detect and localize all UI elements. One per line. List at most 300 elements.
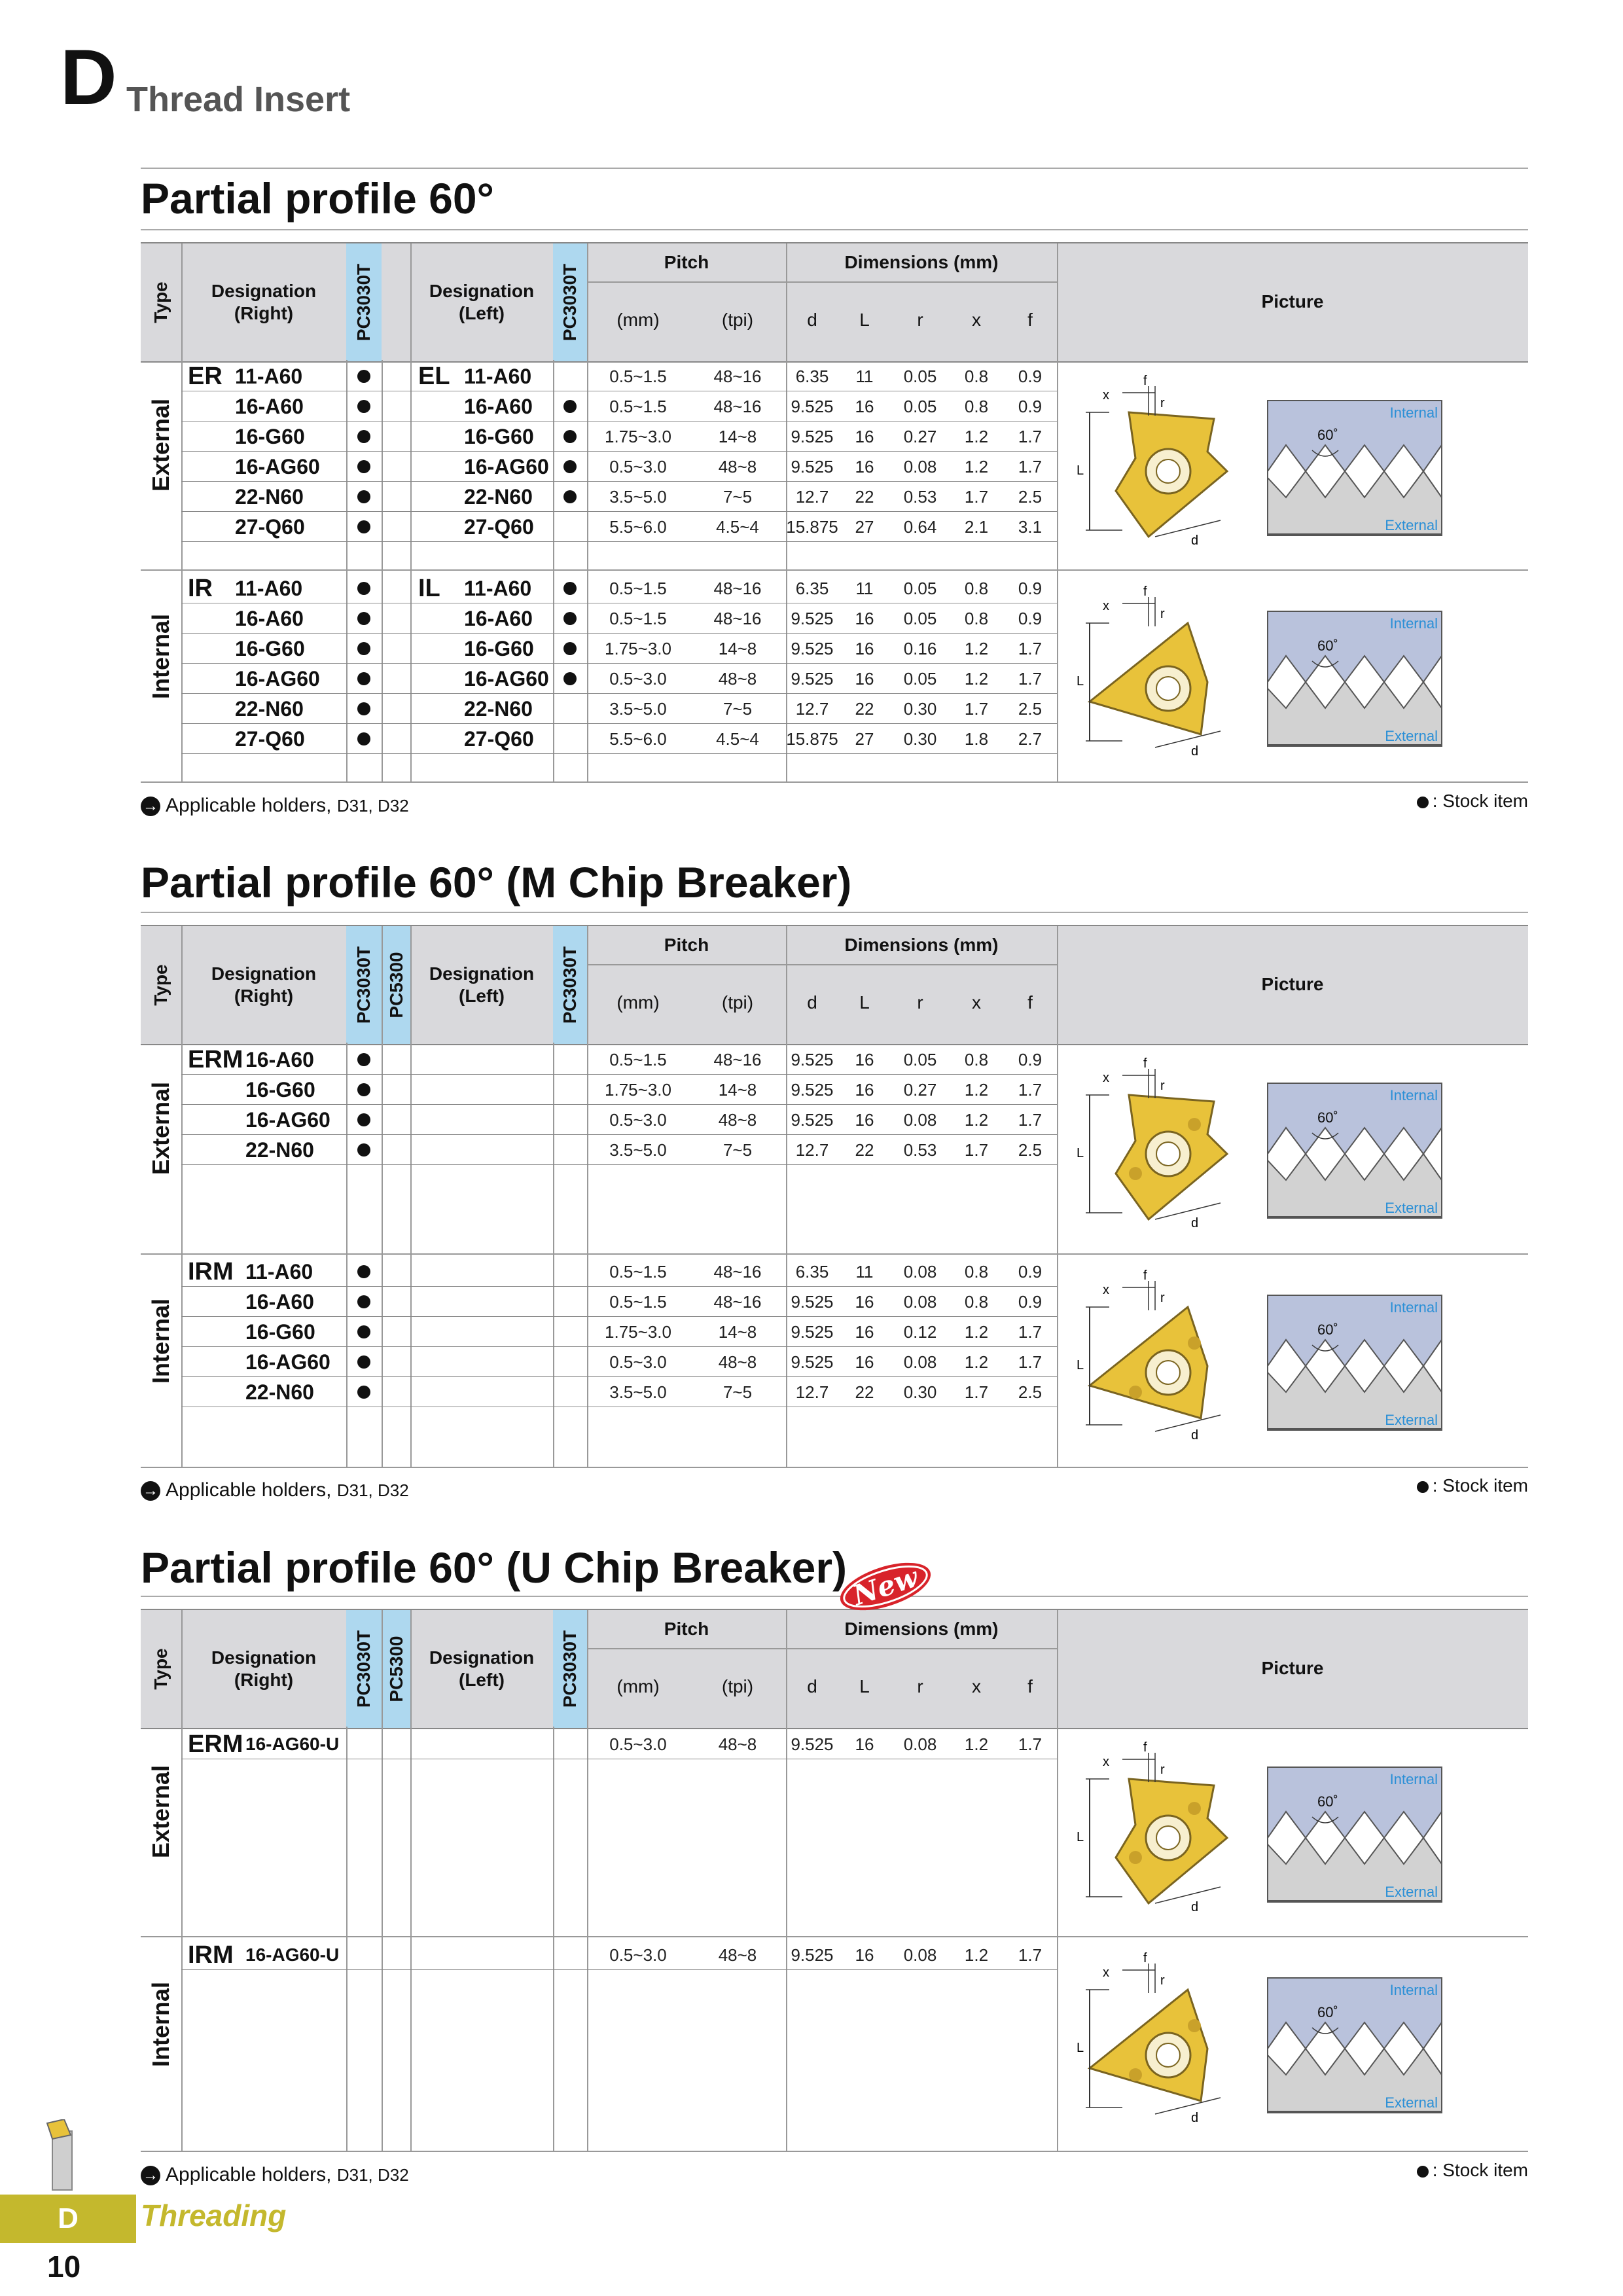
designation-left: 22-N60	[464, 697, 533, 721]
cell-mm: 0.5~3.0	[609, 457, 667, 476]
insert-picture	[1077, 584, 1522, 775]
table-row	[141, 1075, 1057, 1105]
section-rule	[141, 229, 1528, 230]
cell-L: 16	[855, 1110, 874, 1130]
designation-left-header	[410, 1647, 553, 1691]
external-label: External	[1385, 728, 1438, 744]
designation-right: 16-G60	[235, 637, 305, 660]
cell-mm: 0.5~3.0	[609, 1945, 667, 1965]
cell-mm: 1.75~3.0	[605, 1080, 671, 1100]
column-divider	[587, 1727, 588, 2151]
cell-d: 9.525	[791, 1352, 834, 1372]
dim-label-L: L	[1077, 2041, 1084, 2055]
cell-x: 1.7	[964, 487, 989, 507]
grade-label: PC3030T	[560, 946, 580, 1024]
cell-d: 15.875	[786, 729, 838, 749]
cell-L: 16	[855, 1080, 874, 1100]
designation-left: 11-A60	[464, 577, 532, 600]
grade-header-left-pc3030t	[553, 243, 587, 361]
stock-item-dot	[357, 1265, 370, 1278]
cell-f: 3.1	[1018, 517, 1043, 537]
spacer	[332, 2164, 337, 2185]
header-divider	[587, 281, 1057, 283]
column-header-pitch_tpi: (tpi)	[721, 1676, 754, 1696]
cell-f: 2.7	[1018, 729, 1043, 749]
spacer	[332, 795, 337, 816]
stock-item-dot	[1417, 797, 1429, 808]
dim-label-d: d	[1191, 1428, 1199, 1443]
column-header-x: x	[972, 992, 981, 1013]
external-insert-drawing	[1077, 1740, 1253, 1916]
cell-d: 6.35	[795, 1262, 829, 1282]
type-header: Type	[151, 1648, 171, 1690]
cell-f: 2.5	[1018, 487, 1043, 507]
table-row	[141, 664, 1057, 694]
designation-left: 27-Q60	[464, 727, 534, 751]
cell-tpi: 48~16	[713, 1262, 762, 1282]
cell-tpi: 7~5	[722, 1382, 753, 1402]
designation-left: 16-A60	[464, 395, 533, 418]
stock-item-dot	[357, 1295, 370, 1308]
stock-item-dot	[563, 460, 577, 473]
column-divider	[786, 1727, 787, 2151]
cell-x: 1.7	[964, 1382, 989, 1402]
column-header-pitch_tpi: (tpi)	[721, 992, 754, 1013]
cell-d: 12.7	[795, 1140, 829, 1160]
designation-side: (Right)	[234, 303, 294, 323]
table-header	[141, 1609, 1528, 1729]
chapter-letter: D	[60, 33, 115, 121]
cell-f: 0.9	[1018, 1292, 1043, 1312]
cell-L: 11	[855, 1262, 874, 1282]
designation-right-header	[181, 280, 346, 325]
cell-r: 0.30	[903, 729, 937, 749]
designation-right: 16-A60	[245, 1290, 314, 1314]
grade-label: PC5300	[386, 952, 406, 1018]
stock-item-dot	[357, 1053, 370, 1066]
cell-f: 0.9	[1018, 397, 1043, 416]
column-header-L: L	[859, 992, 870, 1013]
cell-d: 9.525	[791, 1080, 834, 1100]
cell-r: 0.30	[903, 1382, 937, 1402]
column-header-x: x	[972, 1676, 981, 1696]
designation-left: 11-A60	[464, 365, 532, 388]
angle-label: 60˚	[1317, 1793, 1338, 1810]
picture-header: Picture	[1261, 974, 1324, 994]
internal-label: Internal	[1389, 404, 1438, 421]
stock-item-dot	[357, 1143, 370, 1157]
stock-item-dot	[357, 520, 370, 533]
table-row	[141, 422, 1057, 452]
grade-header-pc5300	[383, 926, 410, 1044]
column-header-pitch_tpi: (tpi)	[721, 310, 754, 330]
stock-item-dot	[357, 1386, 370, 1399]
grade-label: PC3030T	[560, 263, 580, 342]
table-row	[141, 1105, 1057, 1135]
designation-left-header	[410, 963, 553, 1007]
insert-picture	[1077, 1268, 1522, 1460]
internal-insert-drawing	[1077, 1268, 1253, 1444]
angle-label: 60˚	[1317, 2004, 1338, 2020]
cell-mm: 5.5~6.0	[609, 517, 667, 537]
cell-mm: 0.5~1.5	[609, 1050, 667, 1069]
cell-L: 16	[855, 1322, 874, 1342]
cell-d: 9.525	[791, 457, 834, 476]
designation-prefix-right: ER	[188, 363, 223, 390]
cell-x: 0.8	[964, 579, 989, 598]
thread-profile-drawing	[1266, 1082, 1443, 1219]
column-divider	[346, 1727, 348, 2151]
column-header-pitch_mm: (mm)	[616, 310, 660, 330]
designation-right-header	[181, 1647, 346, 1691]
table-row	[141, 1287, 1057, 1317]
grade-header-pc3030t	[346, 243, 382, 361]
cell-L: 16	[855, 1292, 874, 1312]
cell-mm: 0.5~1.5	[609, 1262, 667, 1282]
pitch-header: Pitch	[664, 252, 709, 272]
cell-tpi: 48~8	[718, 1352, 757, 1372]
cell-x: 1.8	[964, 729, 989, 749]
table-row	[141, 361, 1057, 391]
table-bottom-rule	[141, 2151, 1528, 2152]
angle-label: 60˚	[1317, 427, 1338, 443]
cell-r: 0.08	[903, 1734, 937, 1754]
stock-item-text: : Stock item	[1432, 791, 1528, 811]
stock-item-dot	[357, 732, 370, 745]
cell-d: 12.7	[795, 699, 829, 719]
cell-L: 11	[855, 579, 874, 598]
table-row	[141, 573, 1057, 603]
cell-tpi: 48~16	[713, 609, 762, 628]
column-header-L: L	[859, 310, 870, 330]
designation-right: 16-AG60	[245, 1108, 330, 1132]
designation-right-header	[181, 963, 346, 1007]
stock-item-legend	[1417, 2160, 1528, 2181]
cell-tpi: 14~8	[718, 1322, 757, 1342]
stock-item-dot	[563, 430, 577, 443]
angle-label: 60˚	[1317, 1321, 1338, 1338]
cell-f: 1.7	[1018, 669, 1043, 689]
type-label: Internal	[147, 1981, 174, 2068]
cell-L: 16	[855, 609, 874, 628]
cell-L: 27	[855, 517, 874, 537]
cell-r: 0.08	[903, 1292, 937, 1312]
dim-label-d: d	[1191, 1216, 1199, 1230]
column-divider	[382, 1727, 383, 2151]
stock-item-legend	[1417, 1475, 1528, 1496]
applicable-holders-note	[141, 2164, 409, 2186]
designation-left: 16-A60	[464, 607, 533, 630]
stock-item-dot	[357, 1083, 370, 1096]
column-header-d: d	[807, 992, 817, 1013]
cell-r: 0.05	[903, 669, 937, 689]
cell-r: 0.05	[903, 579, 937, 598]
insert-table	[141, 242, 1528, 781]
grade-label: PC5300	[386, 1636, 406, 1702]
stock-item-dot	[357, 1113, 370, 1126]
cell-r: 0.05	[903, 367, 937, 386]
column-header-f: f	[1027, 1676, 1033, 1696]
designation-right: 27-Q60	[235, 727, 305, 751]
cell-d: 9.525	[791, 1050, 834, 1069]
cell-d: 6.35	[795, 579, 829, 598]
table-row	[141, 1940, 1057, 1970]
column-divider	[1057, 1727, 1058, 2151]
insert-picture	[1077, 1950, 1522, 2144]
cell-tpi: 48~16	[713, 367, 762, 386]
thread-profile-drawing	[1266, 399, 1443, 537]
angle-label: 60˚	[1317, 1109, 1338, 1126]
group-divider	[1057, 569, 1528, 571]
header-rule	[141, 168, 1528, 169]
dim-label-d: d	[1191, 1900, 1199, 1914]
cell-L: 22	[855, 1140, 874, 1160]
designation-left-header	[410, 280, 553, 325]
cell-tpi: 48~16	[713, 397, 762, 416]
stock-item-dot	[563, 642, 577, 655]
cell-mm: 1.75~3.0	[605, 427, 671, 446]
cell-x: 1.2	[964, 1945, 989, 1965]
designation-prefix-left: IL	[418, 575, 440, 602]
pitch-header: Pitch	[664, 1619, 709, 1639]
section-rule	[141, 1596, 1528, 1597]
stock-item-dot	[357, 642, 370, 655]
cell-tpi: 14~8	[718, 427, 757, 446]
designation-right: 16-G60	[245, 1320, 315, 1344]
cell-L: 22	[855, 487, 874, 507]
cell-x: 1.2	[964, 1080, 989, 1100]
pitch-header: Pitch	[664, 935, 709, 955]
dim-label-L: L	[1077, 1146, 1084, 1160]
cell-mm: 3.5~5.0	[609, 699, 667, 719]
cell-d: 9.525	[791, 1292, 834, 1312]
designation-label: Designation	[429, 281, 535, 301]
cell-L: 16	[855, 1945, 874, 1965]
cell-tpi: 4.5~4	[716, 517, 759, 537]
table-header	[141, 242, 1528, 363]
table-row	[141, 1257, 1057, 1287]
group-divider	[1057, 1936, 1528, 1937]
cell-L: 16	[855, 427, 874, 446]
cell-x: 0.8	[964, 397, 989, 416]
cell-mm: 0.5~1.5	[609, 367, 667, 386]
cell-x: 0.8	[964, 1050, 989, 1069]
cell-f: 1.7	[1018, 1945, 1043, 1965]
dim-label-x: x	[1103, 1283, 1109, 1297]
cell-tpi: 48~16	[713, 579, 762, 598]
applicable-holders-text: Applicable holders,	[166, 1479, 332, 1501]
dim-label-x: x	[1103, 388, 1109, 403]
designation-left: 27-Q60	[464, 515, 534, 539]
insert-picture	[1077, 1056, 1522, 1247]
cell-r: 0.05	[903, 397, 937, 416]
column-header-x: x	[972, 310, 981, 330]
internal-insert-drawing	[1077, 584, 1253, 761]
designation-side: (Left)	[459, 986, 505, 1006]
dim-label-L: L	[1077, 674, 1084, 689]
cell-mm: 0.5~1.5	[609, 579, 667, 598]
cell-r: 0.08	[903, 1352, 937, 1372]
stock-item-dot	[563, 672, 577, 685]
grade-header-pc5300	[383, 1610, 410, 1728]
designation-right: 16-G60	[235, 425, 305, 448]
cell-r: 0.08	[903, 1110, 937, 1130]
dim-label-d: d	[1191, 533, 1199, 548]
designation-label: Designation	[429, 1647, 535, 1668]
cell-f: 1.7	[1018, 1352, 1043, 1372]
cell-mm: 5.5~6.0	[609, 729, 667, 749]
dim-label-f: f	[1143, 584, 1147, 599]
type-label: External	[147, 1765, 174, 1859]
cell-L: 22	[855, 1382, 874, 1402]
cell-L: 16	[855, 669, 874, 689]
cell-mm: 0.5~3.0	[609, 1734, 667, 1754]
designation-right: 16-AG60	[235, 667, 320, 691]
designation-left: 16-AG60	[464, 667, 549, 691]
type-label: Internal	[147, 1298, 174, 1384]
dim-label-r: r	[1160, 1291, 1165, 1305]
cell-d: 9.525	[791, 1110, 834, 1130]
stock-item-dot	[357, 460, 370, 473]
holder-link-icon: →	[141, 1481, 160, 1501]
column-header-d: d	[807, 1676, 817, 1696]
applicable-holders-text: Applicable holders,	[166, 2164, 332, 2185]
applicable-holders-text: Applicable holders,	[166, 795, 332, 816]
cell-x: 1.2	[964, 1110, 989, 1130]
cell-tpi: 7~5	[722, 487, 753, 507]
toolholder-icon	[38, 2119, 90, 2191]
dim-label-r: r	[1160, 396, 1165, 410]
designation-left: 16-G60	[464, 637, 534, 660]
picture-header: Picture	[1261, 1658, 1324, 1678]
cell-f: 1.7	[1018, 639, 1043, 658]
column-header-r: r	[917, 992, 923, 1013]
table-row	[141, 1045, 1057, 1075]
cell-tpi: 48~8	[718, 1945, 757, 1965]
group-divider	[1057, 1253, 1528, 1255]
grade-label: PC3030T	[353, 946, 374, 1024]
external-label: External	[1385, 1884, 1438, 1900]
dimensions-header: Dimensions (mm)	[844, 1619, 999, 1639]
type-header: Type	[151, 281, 171, 323]
external-insert-drawing	[1077, 373, 1253, 550]
cell-x: 0.8	[964, 1262, 989, 1282]
cell-tpi: 7~5	[722, 699, 753, 719]
designation-right: 22-N60	[245, 1380, 314, 1404]
new-badge-icon	[836, 1555, 935, 1617]
stock-item-legend	[1417, 791, 1528, 812]
cell-x: 1.2	[964, 1734, 989, 1754]
designation-label: Designation	[429, 963, 535, 984]
grade-label: PC3030T	[353, 263, 374, 342]
cell-tpi: 48~8	[718, 1734, 757, 1754]
stock-item-dot	[563, 612, 577, 625]
angle-label: 60˚	[1317, 637, 1338, 654]
cell-d: 15.875	[786, 517, 838, 537]
cell-f: 0.9	[1018, 367, 1043, 386]
page-title: Thread Insert	[126, 80, 351, 119]
applicable-holders-note	[141, 1479, 409, 1501]
section-title: Partial profile 60° (U Chip Breaker)	[141, 1543, 847, 1592]
cell-x: 1.7	[964, 1140, 989, 1160]
internal-label: Internal	[1389, 1771, 1438, 1787]
dim-label-f: f	[1143, 1951, 1147, 1965]
dim-label-x: x	[1103, 1071, 1109, 1085]
applicable-holders-codes: D31, D32	[336, 1480, 409, 1500]
designation-prefix-left: EL	[418, 363, 450, 390]
page-number: 10	[47, 2250, 81, 2284]
type-label: External	[147, 398, 174, 492]
column-header-r: r	[917, 1676, 923, 1696]
thread-profile-drawing	[1266, 1977, 1443, 2114]
table-row	[141, 1729, 1057, 1759]
cell-tpi: 48~8	[718, 669, 757, 689]
dim-label-L: L	[1077, 463, 1084, 478]
cell-L: 16	[855, 639, 874, 658]
cell-r: 0.64	[903, 517, 937, 537]
cell-d: 9.525	[791, 1322, 834, 1342]
designation-prefix-right: ERM	[188, 1731, 243, 1758]
dim-label-d: d	[1191, 744, 1199, 759]
cell-tpi: 48~8	[718, 1110, 757, 1130]
cell-r: 0.27	[903, 427, 937, 446]
external-insert-drawing	[1077, 1056, 1253, 1232]
dim-label-L: L	[1077, 1830, 1084, 1844]
cell-d: 12.7	[795, 1382, 829, 1402]
table-row	[141, 724, 1057, 754]
cell-r: 0.12	[903, 1322, 937, 1342]
cell-f: 1.7	[1018, 457, 1043, 476]
dim-label-f: f	[1143, 1268, 1147, 1283]
designation-right: 11-A60	[245, 1260, 313, 1283]
cell-x: 2.1	[964, 517, 989, 537]
dim-label-L: L	[1077, 1358, 1084, 1372]
designation-prefix-right: IRM	[188, 1941, 234, 1969]
insert-picture	[1077, 1740, 1522, 1929]
spacer	[332, 1479, 337, 1501]
designation-side: (Left)	[459, 1670, 505, 1690]
cell-x: 1.2	[964, 1352, 989, 1372]
cell-tpi: 48~8	[718, 457, 757, 476]
cell-f: 1.7	[1018, 1734, 1043, 1754]
dimensions-header: Dimensions (mm)	[844, 252, 999, 272]
designation-right: 16-AG60-U	[245, 1734, 340, 1754]
group-divider	[141, 1253, 1057, 1255]
cell-L: 16	[855, 1734, 874, 1754]
designation-right: 16-AG60	[235, 455, 320, 478]
grade-header-left-pc3030t	[553, 1610, 587, 1728]
dim-label-x: x	[1103, 1965, 1109, 1980]
cell-x: 0.8	[964, 609, 989, 628]
table-row	[141, 482, 1057, 512]
stock-item-dot	[357, 400, 370, 413]
designation-right: 16-A60	[235, 395, 304, 418]
dim-label-r: r	[1160, 1763, 1165, 1777]
grade-label: PC3030T	[353, 1630, 374, 1708]
stock-item-text: : Stock item	[1432, 1475, 1528, 1496]
cell-L: 27	[855, 729, 874, 749]
cell-L: 16	[855, 457, 874, 476]
dim-label-x: x	[1103, 599, 1109, 613]
cell-mm: 0.5~3.0	[609, 669, 667, 689]
dim-label-x: x	[1103, 1755, 1109, 1769]
column-divider	[181, 1727, 183, 2151]
applicable-holders-note	[141, 795, 409, 817]
cell-mm: 3.5~5.0	[609, 487, 667, 507]
external-label: External	[1385, 1412, 1438, 1428]
applicable-holders-codes: D31, D32	[336, 796, 409, 816]
cell-f: 1.7	[1018, 427, 1043, 446]
